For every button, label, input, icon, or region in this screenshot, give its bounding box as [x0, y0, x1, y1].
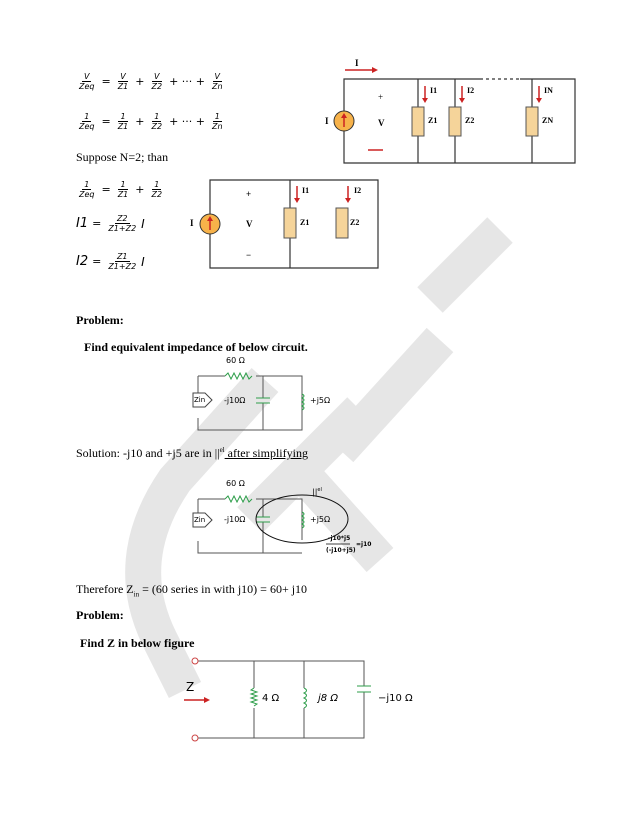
equation-4: I1 = $\frac{Z2}{Z1+Z2}$ I — [76, 214, 145, 233]
solution1-text: Solution: -j10 and +j5 are in $||^{el}$ after simplifying — [76, 446, 308, 460]
p1-cap-label: -j10Ω — [224, 396, 246, 405]
s1-cap-label: -j10Ω — [224, 515, 246, 524]
problem1-question: Find equivalent impedance of below circuit. — [84, 340, 308, 354]
s1-resistor-label: 60 Ω — [226, 479, 245, 488]
source-label: I — [325, 116, 329, 126]
minus2-sign: − — [246, 250, 252, 260]
therefore-text: Therefore $Z_{in} = (60$ series in with j10) = 60+ j10 — [76, 582, 308, 599]
suppose-text: Suppose N=2; than — [76, 150, 169, 164]
i2-label: I2 — [467, 86, 475, 95]
equation-1: $\frac{V}{\text{Zeq}}$ = $\frac{V}{Z1}$ + $\frac{V}{Z2}$ + ··· + $\frac{V}{Zn}$ — [79, 72, 223, 91]
i2b-label: I2 — [354, 186, 362, 195]
voltage-label: V — [378, 118, 385, 128]
source2-label: I — [190, 218, 194, 228]
p2-z-label: Z — [186, 680, 195, 694]
s1-calc-num: -j10*j5 — [328, 535, 351, 542]
z2b-label: Z2 — [350, 218, 360, 227]
i1b-label: I1 — [302, 186, 310, 195]
s1-ind-label: +j5Ω — [310, 515, 331, 524]
problem1-heading: Problem: — [76, 313, 124, 327]
z1-label: Z1 — [428, 116, 438, 125]
in-label: IN — [544, 86, 553, 95]
current-arrow-label: I — [355, 58, 359, 68]
equation-3: $\frac{1}{\text{Zeq}}$ = $\frac{1}{Z1}$ + $\frac{1}{Z2}$ — [79, 180, 163, 199]
voltage2-label: V — [246, 219, 253, 229]
p1-resistor-label: 60 Ω — [226, 356, 245, 365]
s1-zin-label: Zin — [194, 516, 206, 524]
p1-ind-label: +j5Ω — [310, 396, 331, 405]
s1-calc-result: =j10 — [356, 541, 372, 548]
z1b-label: Z1 — [300, 218, 310, 227]
z2-label: Z2 — [465, 116, 475, 125]
equation-5: I2 = $\frac{Z1}{Z1+Z2}$ I — [76, 252, 145, 271]
plus-sign: + — [378, 92, 384, 102]
s1-parallel-label: $||^{el}$ — [312, 487, 322, 497]
equation-2: $\frac{1}{\text{Zeq}}$ = $\frac{1}{Z1}$ + $\frac{1}{Z2}$ + ··· + $\frac{1}{Zn}$ — [79, 112, 223, 131]
p2-cap-label: −j10 Ω — [378, 693, 413, 704]
zn-label: ZN — [542, 116, 554, 125]
s1-calc-den: (-j10+j5) — [326, 547, 356, 554]
problem2-question: Find Z in below figure — [80, 636, 195, 650]
p2-ind-label: j8 Ω — [318, 693, 338, 704]
p2-resistor-label: 4 Ω — [262, 693, 280, 704]
p1-zin-label: Zin — [194, 396, 206, 404]
plus2-sign: + — [246, 189, 252, 199]
problem2-heading: Problem: — [76, 608, 124, 622]
i1-label: I1 — [430, 86, 438, 95]
